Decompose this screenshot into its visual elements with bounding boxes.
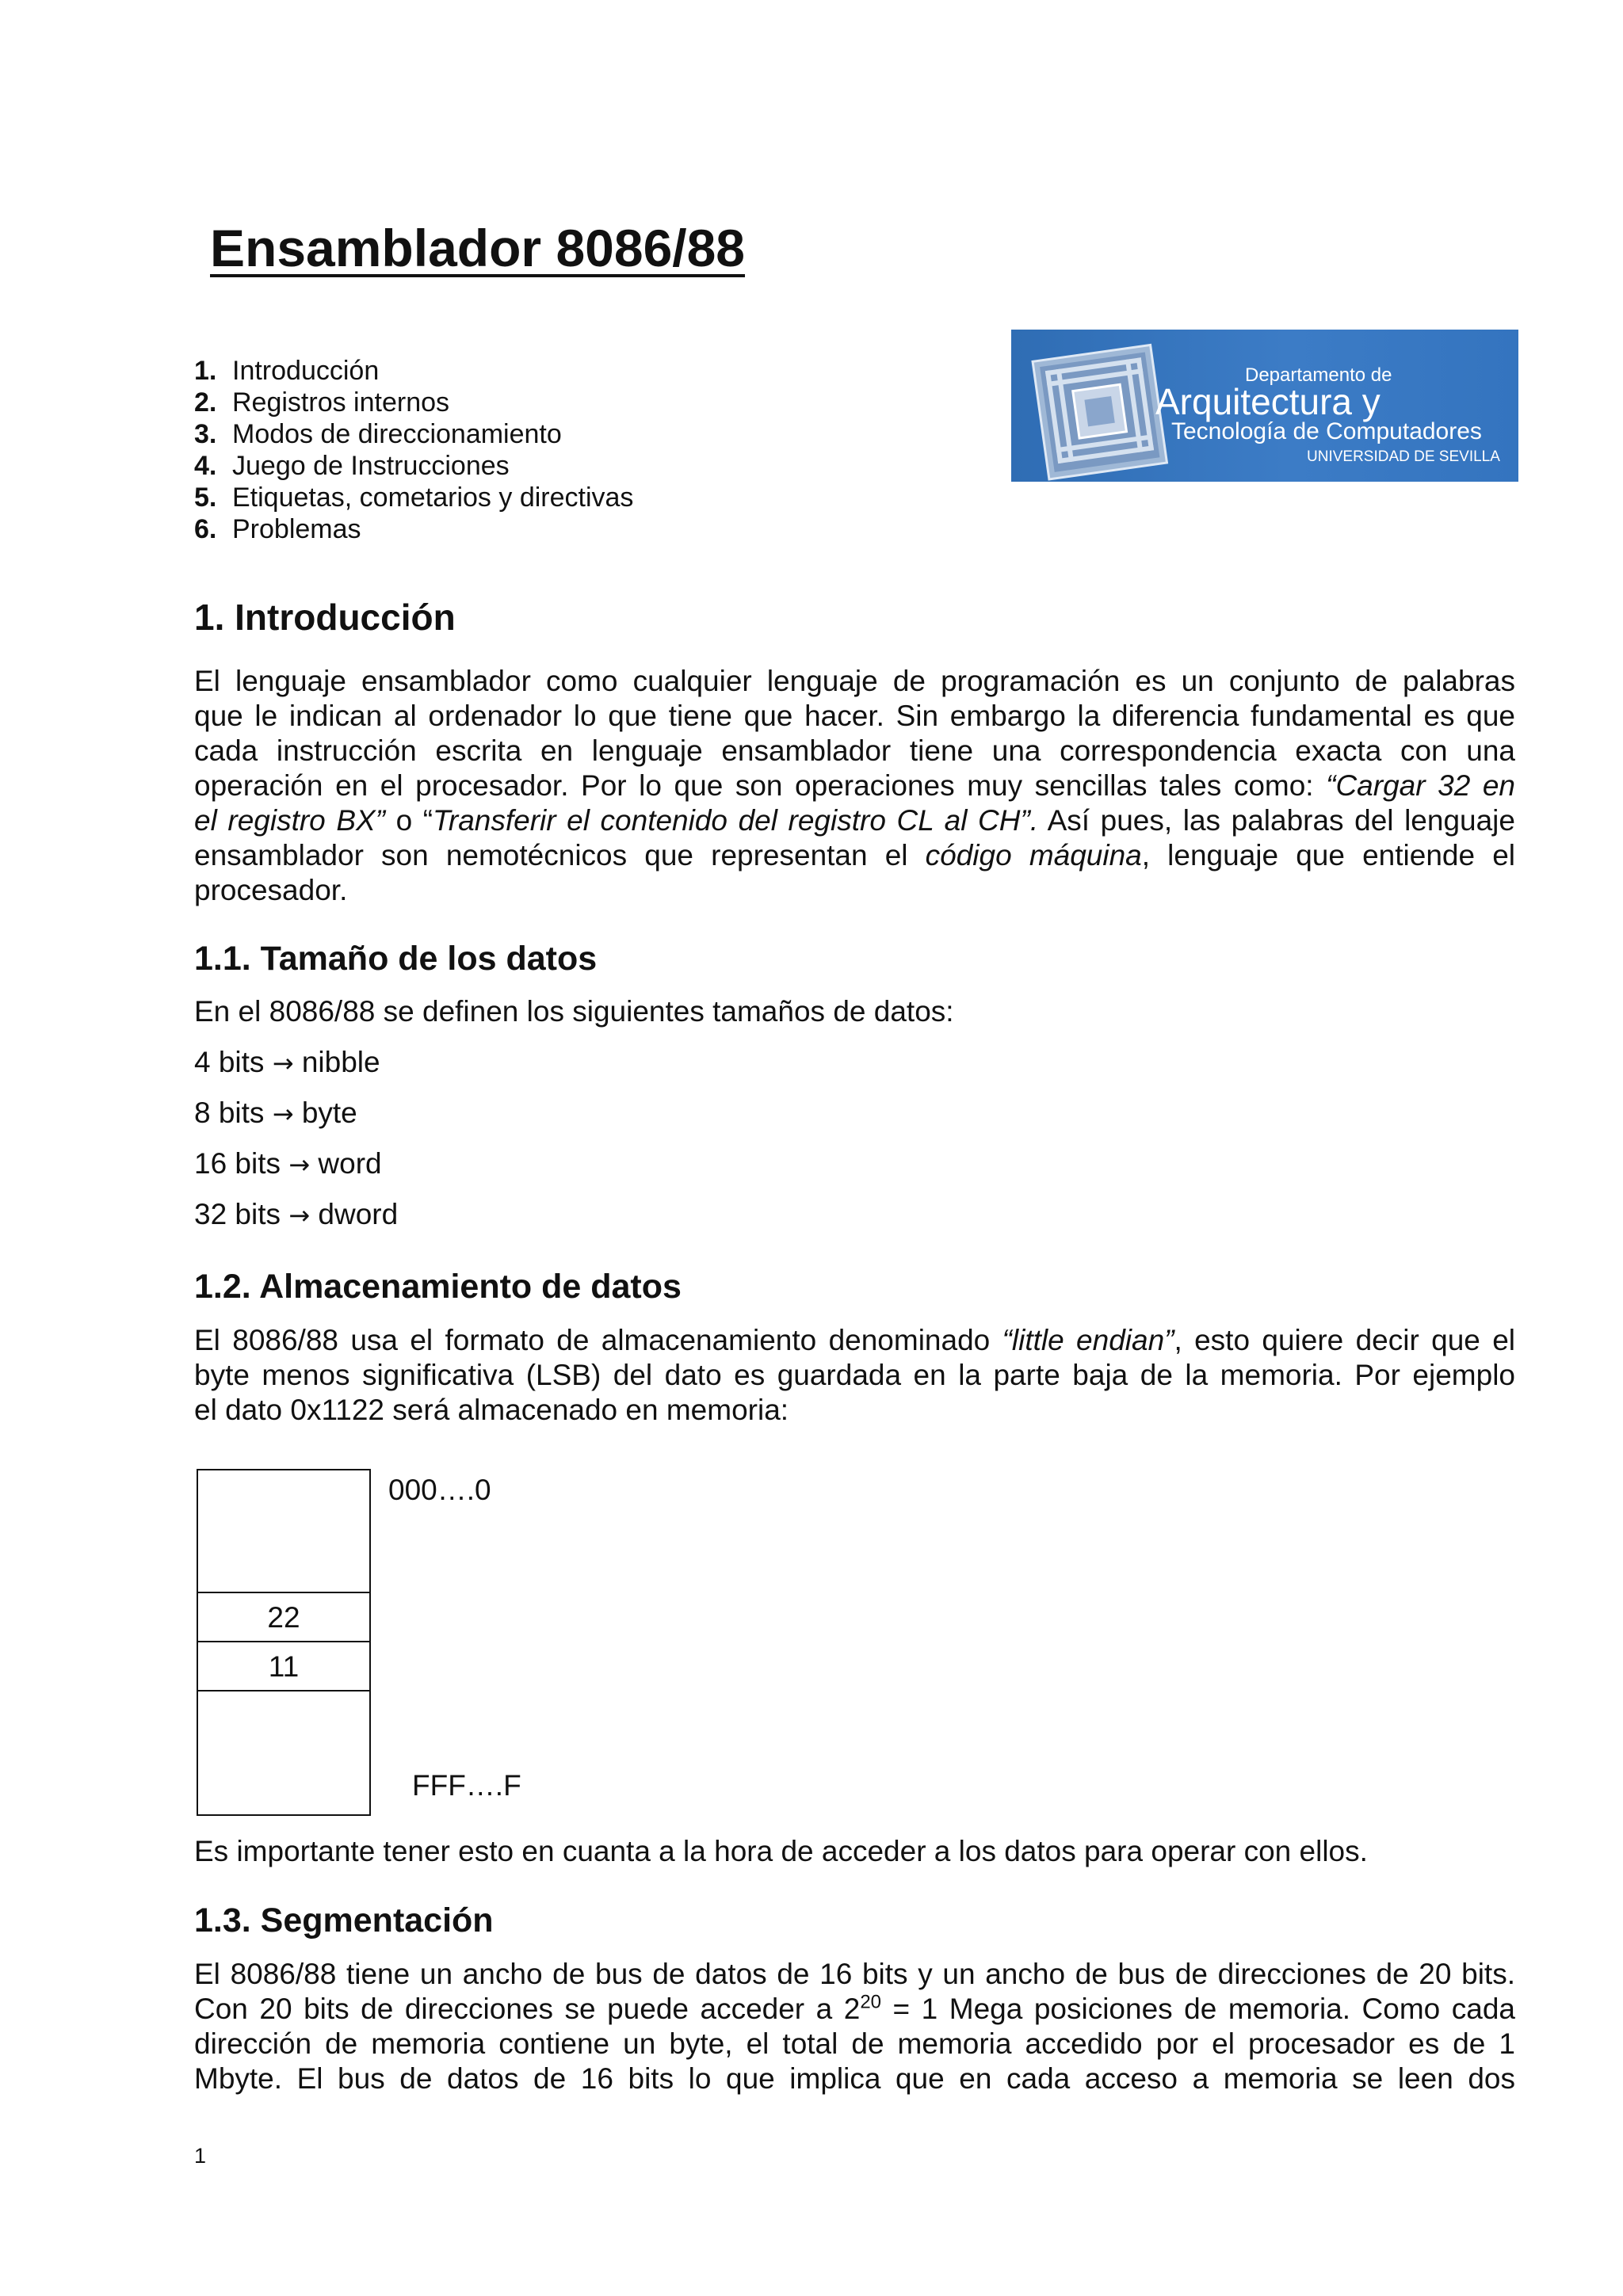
- section-heading-storage: 1.2. Almacenamiento de datos: [194, 1268, 682, 1306]
- size-name: dword: [318, 1198, 399, 1230]
- sizes-intro: En el 8086/88 se definen los siguientes tamaños de datos:: [194, 995, 954, 1028]
- text-line: cada instrucción escrita en lenguaje ensamblador tiene una correspondencia exacta con una: [194, 734, 1515, 767]
- text-line: el dato 0x1122 será almacenado en memoria:: [194, 1394, 789, 1426]
- toc-item: [194, 418, 633, 450]
- toc-item: [194, 482, 633, 513]
- italic-term: código máquina: [925, 839, 1142, 871]
- toc-item: [194, 387, 633, 418]
- text-line: Mbyte. El bus de datos de 16 bits lo que implica que en cada acceso a memoria se leen dos: [194, 2062, 1515, 2095]
- text-fragment: El 8086/88 usa el formato de almacenamiento denominado: [194, 1324, 1002, 1356]
- toc-number: 2.: [194, 387, 217, 418]
- memory-cell: [198, 1470, 369, 1593]
- text-line: El 8086/88 tiene un ancho de bus de datos de 16 bits y un ancho de bus de direcciones de 20 bits.: [194, 1958, 1515, 1990]
- size-bits: 32 bits: [194, 1198, 281, 1230]
- text-line: El lenguaje ensamblador como cualquier lenguaje de programación es un conjunto de palabras: [194, 665, 1515, 697]
- toc-item: [194, 450, 633, 482]
- text-fragment: ensamblador son nemotécnicos que representan el: [194, 839, 926, 871]
- text-fragment: Así pues, las palabras del lenguaje: [1038, 804, 1515, 837]
- memory-high-address: FFF….F: [412, 1769, 521, 1802]
- text-line: [194, 769, 1515, 803]
- segmentation-paragraph: [194, 1957, 1515, 2096]
- document-title: Ensamblador 8086/88: [210, 219, 746, 277]
- size-name: byte: [301, 1097, 357, 1129]
- toc-label: Juego de Instrucciones: [232, 451, 510, 481]
- storage-paragraph: [194, 1323, 1515, 1428]
- toc-label: Introducción: [232, 356, 380, 386]
- intro-paragraph: [194, 664, 1515, 908]
- size-name: nibble: [301, 1046, 380, 1078]
- logo-line-2: Arquitectura y: [1155, 381, 1381, 422]
- memory-cell: 22: [198, 1593, 369, 1642]
- text-line: [194, 1323, 1515, 1358]
- page-number: 1: [194, 2144, 207, 2168]
- toc-number: 4.: [194, 451, 217, 481]
- text-fragment: operación en el procesador. Por lo que son operaciones muy sencillas tales como:: [194, 769, 1327, 802]
- size-item: [194, 1097, 357, 1130]
- text-fragment: , lenguaje que entiende el: [1141, 839, 1515, 871]
- department-logo: [1011, 330, 1518, 482]
- text-line: [194, 1992, 1515, 2027]
- toc-label: Modos de direccionamiento: [232, 419, 562, 449]
- toc-number: 1.: [194, 356, 217, 386]
- toc-label: Etiquetas, cometarios y directivas: [232, 482, 634, 513]
- text-fragment: , esto quiere decir que el: [1174, 1324, 1515, 1356]
- storage-note: Es importante tener esto en cuanta a la hora de acceder a los datos para operar con ellos.: [194, 1835, 1368, 1867]
- text-line: [194, 803, 1515, 838]
- text-line: [194, 838, 1515, 873]
- arrow-icon: →: [272, 1048, 294, 1078]
- superscript: 20: [860, 1991, 882, 2013]
- size-item: [194, 1046, 380, 1079]
- text-line: byte menos significativa (LSB) del dato es guardada en la parte baja de la memoria. Por ejemplo: [194, 1359, 1515, 1391]
- size-bits: 8 bits: [194, 1097, 265, 1129]
- section-heading-intro: 1. Introducción: [194, 597, 456, 638]
- text-line: procesador.: [194, 874, 348, 906]
- size-item: [194, 1198, 398, 1231]
- toc-label: Problemas: [232, 514, 361, 544]
- toc-item: [194, 355, 633, 387]
- italic-term: “little endian”: [1002, 1324, 1174, 1356]
- size-name: word: [318, 1147, 382, 1180]
- memory-low-address: 000….0: [388, 1474, 491, 1506]
- toc-number: 6.: [194, 514, 217, 544]
- arrow-icon: →: [288, 1200, 311, 1230]
- size-bits: 16 bits: [194, 1147, 281, 1180]
- section-heading-segmentation: 1.3. Segmentación: [194, 1901, 494, 1939]
- memory-cell: [198, 1691, 369, 1814]
- logo-line-1: Departamento de: [1245, 364, 1392, 386]
- text-fragment: Con 20 bits de direcciones se puede acceder a 2: [194, 1993, 861, 2025]
- memory-diagram: [197, 1469, 371, 1816]
- italic-quote: “Cargar 32 en: [1326, 769, 1515, 802]
- logo-line-3: Tecnología de Computadores: [1171, 418, 1482, 444]
- text-fragment: = 1 Mega posiciones de memoria. Como cada: [881, 1993, 1515, 2025]
- text-fragment: o “: [385, 804, 433, 837]
- size-bits: 4 bits: [194, 1046, 265, 1078]
- memory-cell: 11: [198, 1642, 369, 1691]
- table-of-contents: [194, 355, 633, 545]
- toc-number: 5.: [194, 482, 217, 513]
- toc-number: 3.: [194, 419, 217, 449]
- toc-item: [194, 513, 633, 545]
- italic-quote: el registro BX”: [194, 804, 385, 837]
- section-heading-sizes: 1.1. Tamaño de los datos: [194, 940, 598, 978]
- size-item: [194, 1147, 382, 1180]
- logo-line-4: UNIVERSIDAD DE SEVILLA: [1307, 448, 1500, 465]
- text-line: dirección de memoria contiene un byte, el total de memoria accedido por el procesador es de 1: [194, 2027, 1515, 2060]
- arrow-icon: →: [288, 1150, 311, 1180]
- text-line: que le indican al ordenador lo que tiene que hacer. Sin embargo la diferencia fundamental es que: [194, 700, 1515, 732]
- italic-quote: Transferir el contenido del registro CL al CH”.: [433, 804, 1039, 837]
- toc-label: Registros internos: [232, 387, 450, 418]
- arrow-icon: →: [272, 1099, 294, 1129]
